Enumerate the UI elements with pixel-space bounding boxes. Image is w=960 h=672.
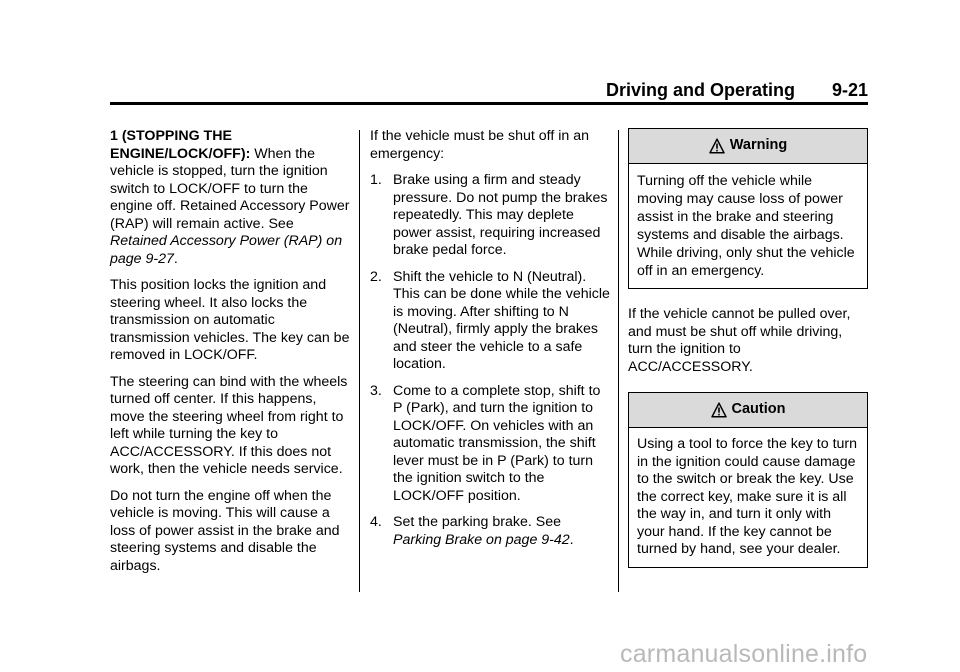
section-title: Driving and Operating [606, 80, 796, 100]
watermark: carmanualsonline.info [620, 640, 868, 668]
paragraph-cannot-pull-over: If the vehicle cannot be pulled over, and must be shut off while driving, turn the ignition to ACC/ACCESSORY. [628, 306, 851, 375]
page-number: 9-21 [831, 80, 868, 100]
emergency-steps [370, 172, 610, 549]
list-item: 3. Come to a complete stop, shift to P (Park), and turn the ignition to LOCK/OFF. On vehicles with an automatic transmission, the shift lever must be in P (Park) to turn the ignition switch to the LOCK/OFF position. [370, 382, 601, 504]
paragraph-lock-off: 1 (STOPPING THE ENGINE/LOCK/OFF): When the vehicle is stopped, turn the ignition switch to LOCK/OFF to turn the engine off. Retained Accessory Power (RAP) will remain active. See Retained Accessory Power (RAP) on page 9-27. [110, 128, 350, 267]
warning-title: Warning [729, 137, 788, 154]
column-1 [110, 128, 350, 584]
caution-box [628, 392, 868, 568]
list-item: 2. Shift the vehicle to N (Neutral). This can be done while the vehicle is moving. After shifting to N (Neutral), firmly apply the brakes and steer the vehicle to a safe location. [370, 268, 610, 372]
caution-icon [711, 402, 727, 418]
warning-box [628, 128, 868, 289]
caution-title: Caution [731, 401, 786, 418]
column-3 [628, 128, 868, 585]
lock-off-text: When the vehicle is stopped, turn the ignition switch to LOCK/OFF to turn the engine off. Retained Accessory Power (RAP) will remain active. See [110, 145, 350, 232]
warning-icon [709, 138, 725, 154]
warning-text: Turning off the vehicle while moving may cause loss of power assist in the brake and steering systems and disable the airbags. While driving, only shut the vehicle off in an emergency. [637, 173, 855, 279]
paragraph-steering-bind: The steering can bind with the wheels turned off center. If this happens, move the steering wheel from right to left while turning the key to ACC/ACCESSORY. If this does not work, then the vehicle needs service. [110, 373, 348, 477]
column-2 [370, 128, 610, 558]
caution-text: Using a tool to force the key to turn in the ignition could cause damage to the switch or break the key. Use the correct key, make sure it is all the way in, and turn it only with your hand. If the key cannot be turned by hand, see your dealer. [637, 436, 858, 557]
parking-brake-reference-link[interactable]: Parking Brake on page 9-42 [393, 531, 570, 548]
paragraph-locks: This position locks the ignition and steering wheel. It also locks the transmission on automatic transmission vehicles. The key can be removed in LOCK/OFF. [110, 277, 350, 363]
emergency-intro: If the vehicle must be shut off in an emergency: [370, 128, 589, 162]
column-divider-1 [359, 130, 360, 592]
list-item: 1. Brake using a firm and steady pressure. Do not pump the brakes repeatedly. This may deplete power assist, requiring increased brake pedal force. [370, 172, 608, 258]
lock-off-heading: 1 (STOPPING THE ENGINE/LOCK/OFF): [110, 128, 251, 162]
rap-reference-link[interactable]: Retained Accessory Power (RAP) on page 9-27 [110, 233, 343, 267]
header-rule [110, 102, 868, 105]
list-item: 4. Set the parking brake. See Parking Brake on page 9-42. [370, 514, 574, 548]
column-divider-2 [618, 130, 619, 592]
paragraph-do-not-turn-off: Do not turn the engine off when the vehicle is moving. This will cause a loss of power assist in the brake and steering systems and disable the airbags. [110, 487, 340, 574]
